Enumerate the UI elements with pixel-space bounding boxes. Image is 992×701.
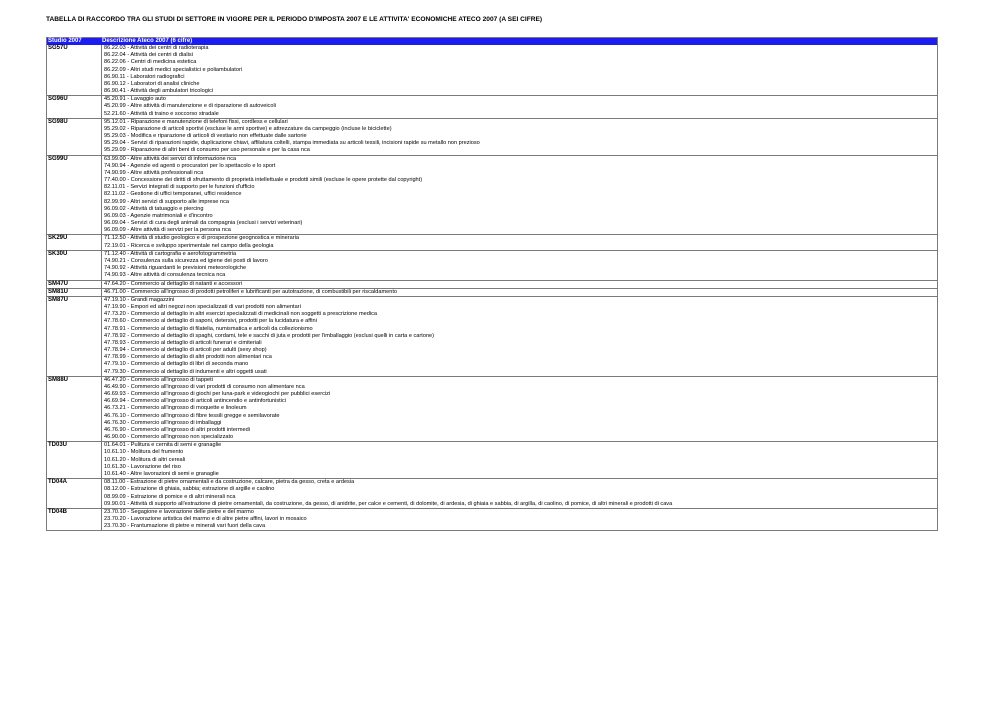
table-row: 71.12.40 - Attività di cartografia e aerofotogrammetria xyxy=(104,250,237,257)
header-descrizione: Descrizione Ateco 2007 (6 cifre) xyxy=(102,38,193,44)
table-row: 47.78.92 - Commercio al dettaglio di spaghi, cordami, tele e sacchi di juta e prodotti per l'imballaggio (esclusi quelli in carta e cartone) xyxy=(104,332,435,339)
activity-list xyxy=(101,251,937,280)
studio-code: SK30U xyxy=(48,250,68,257)
studio-code: TD04B xyxy=(48,508,68,515)
table-row: 95.29.03 - Modifica e riparazione di articoli di vestiario non effettuate dalle sartorie xyxy=(104,133,307,140)
table-row: 23.70.30 - Frantumazione di pietre e minerali vari fuori della cava xyxy=(104,523,266,530)
activity-list xyxy=(101,156,937,235)
table-row: 47.78.91 - Commercio al dettaglio di filatelia, numismatica e articoli da collezionismo xyxy=(104,325,313,332)
table-row: 45.20.99 - Altre attività di manutenzione e di riparazione di autoveicoli xyxy=(104,103,276,110)
table-row: 46.71.00 - Commercio all'ingrosso di prodotti petroliferi e lubrificanti per autotrazione, di combustibili per riscaldamento xyxy=(104,288,398,295)
table-row: 86.22.03 - Attività dei centri di radioterapia xyxy=(104,45,209,51)
studio-code: SG57U xyxy=(48,45,68,51)
studio-code: SM87U xyxy=(48,296,69,303)
table-row: 08.12.00 - Estrazione di ghiaia, sabbia; estrazione di argille e caolino xyxy=(104,486,275,493)
table-row: 46.69.93 - Commercio all'ingrosso di giochi per luna-park e videogiochi per pubblici esercizi xyxy=(104,391,331,398)
studio-code: SG98U xyxy=(48,118,68,125)
table-row: 46.49.90 - Commercio all'ingrosso di vari prodotti di consumo non alimentare nca xyxy=(104,383,305,390)
table-row: 95.29.02 - Riparazione di articoli sportivi (escluse le armi sportive) e attrezzature da campeggio (incluse le biciclette) xyxy=(104,125,392,132)
table-group xyxy=(47,281,937,289)
activity-list xyxy=(101,281,937,288)
table-row: 47.19.10 - Grandi magazzini xyxy=(104,296,175,303)
table-row: 47.78.93 - Commercio al dettaglio di articoli funerari e cimiteriali xyxy=(104,339,262,346)
table-row: 47.64.20 - Commercio al dettaglio di natanti e accessori xyxy=(104,280,243,287)
activity-list xyxy=(101,377,937,442)
studio-code: TD04A xyxy=(48,479,68,486)
table-row: 74.90.93 - Altre attività di consulenza tecnica nca xyxy=(104,272,226,279)
studio-code: TD03U xyxy=(48,442,68,449)
studio-code: SG99U xyxy=(48,155,68,162)
table-group xyxy=(47,235,937,250)
activity-list xyxy=(101,297,937,376)
table-group xyxy=(47,297,937,377)
table-row: 46.69.94 - Commercio all'ingrosso di articoli antincendio e antinfortunistici xyxy=(104,398,287,405)
table-row: 95.29.04 - Servizi di riparazioni rapide, duplicazione chiavi, affilatura coltelli, stampa immediata su articoli tessili, incisioni rapide su metallo non prezioso xyxy=(104,140,480,147)
table-row: 96.09.09 - Altre attività di servizi per la persona nca xyxy=(104,227,231,234)
table-row: 72.19.01 - Ricerca e sviluppo sperimentale nel campo della geologia xyxy=(104,242,274,249)
table-row: 01.64.01 - Pulitura e cernita di semi e granaglie xyxy=(104,442,222,449)
table-row: 46.76.10 - Commercio all'ingrosso di fibre tessili gregge e semilavorate xyxy=(104,412,280,419)
activity-list xyxy=(101,442,937,478)
table-row: 08.11.00 - Estrazione di pietre ornamentali e da costruzione, calcare, pietra da gesso, creta e ardesia xyxy=(104,479,355,486)
table-group xyxy=(47,289,937,297)
table-row: 45.20.91 - Lavaggio auto xyxy=(104,96,166,103)
ateco-table xyxy=(46,37,938,531)
table-row: 47.78.99 - Commercio al dettaglio di altri prodotti non alimentari nca xyxy=(104,354,272,361)
table-row: 09.90.01 - Attività di supporto all'estrazione di pietre ornamentali, da costruzione, da gesso, di anidrite, per calce e cementi, di dolomite, di ardesia, di ghiaia e sabbia, di argilla, di caolino, di pomice, di altri minerali e prodotti di cava xyxy=(104,500,673,507)
table-group xyxy=(47,442,937,479)
table-row: 74.90.94 - Agenzie ed agenti o procuratori per lo spettacolo e lo sport xyxy=(104,162,276,169)
activity-list xyxy=(101,119,937,155)
activity-list xyxy=(101,96,937,118)
table-group xyxy=(47,156,937,236)
table-group xyxy=(47,377,937,443)
studio-code: SG96U xyxy=(48,96,68,103)
table-row: 23.70.10 - Segagione e lavorazione delle pietre e del marmo xyxy=(104,508,254,515)
studio-code: SM47U xyxy=(48,280,69,287)
table-row: 96.09.02 - Attività di tatuaggio e piercing xyxy=(104,205,204,212)
table-body xyxy=(47,45,937,531)
table-row: 86.22.09 - Altri studi medici specialistici e poliambulatori xyxy=(104,66,243,73)
table-row: 77.40.00 - Concessione dei diritti di sfruttamento di proprietà intellettuale e prodotti simili (escluse le opere protette dal copyright) xyxy=(104,177,423,184)
table-row: 10.61.30 - Lavorazione del riso xyxy=(104,463,181,470)
table-row: 08.99.09 - Estrazione di pomice e di altri minerali nca xyxy=(104,493,236,500)
table-group xyxy=(47,509,937,532)
table-row: 46.76.90 - Commercio all'ingrosso di altri prodotti intermedi xyxy=(104,426,250,433)
table-row: 82.11.02 - Gestione di uffici temporanei, uffici residence xyxy=(104,191,242,198)
table-row: 47.79.10 - Commercio al dettaglio di libri di seconda mano xyxy=(104,361,249,368)
table-group xyxy=(47,96,937,119)
table-group xyxy=(47,251,937,281)
table-row: 86.90.11 - Laboratori radiografici xyxy=(104,73,185,80)
activity-list xyxy=(101,45,937,95)
table-row: 63.99.00 - Altre attività dei servizi di informazione nca xyxy=(104,155,237,162)
table-row: 95.29.09 - Riparazione di altri beni di consumo per uso personale e per la casa nca xyxy=(104,147,310,154)
table-row: 96.09.04 - Servizi di cura degli animali da compagnia (esclusi i servizi veterinari) xyxy=(104,220,303,227)
table-row: 82.99.99 - Altri servizi di supporto alle imprese nca xyxy=(104,198,229,205)
table-row: 86.22.04 - Attività dei centri di dialisi xyxy=(104,52,193,59)
activity-list xyxy=(101,479,937,508)
table-row: 86.22.06 - Centri di medicina estetica xyxy=(104,59,197,66)
table-row: 47.19.90 - Empori ed altri negozi non specializzati di vari prodotti non alimentari xyxy=(104,304,301,311)
table-row: 86.90.12 - Laboratori di analisi cliniche xyxy=(104,80,200,87)
studio-code: SK29U xyxy=(48,235,68,242)
table-group xyxy=(47,45,937,96)
table-row: 10.61.10 - Molitura del frumento xyxy=(104,449,184,456)
table-row: 82.11.01 - Servizi integrati di supporto per le funzioni d'ufficio xyxy=(104,184,255,191)
table-row: 46.76.30 - Commercio all'ingrosso di imballaggi xyxy=(104,419,222,426)
table-row: 86.90.41 - Attività degli ambulatori tricologici xyxy=(104,88,214,95)
table-row: 47.73.20 - Commercio al dettaglio in altri esercizi specializzati di medicinali non soggetti a prescrizione medica xyxy=(104,311,377,318)
activity-list xyxy=(101,289,937,296)
studio-code: SM81U xyxy=(48,288,69,295)
table-header xyxy=(47,38,937,45)
table-row: 46.73.21 - Commercio all'ingrosso di moquette e linoleum xyxy=(104,405,247,412)
table-row: 23.70.20 - Lavorazione artistica del marmo e di altre pietre affini, lavori in mosaico xyxy=(104,516,307,523)
document-title: TABELLA DI RACCORDO TRA GLI STUDI DI SETTORE IN VIGORE PER IL PERIODO D'IMPOSTA 2007 E LE ATTIVITA' ECONOMICHE ATECO 2007 (A SEI CIFRE) xyxy=(46,16,543,23)
table-row: 10.61.40 - Altre lavorazioni di semi e granaglie xyxy=(104,471,219,477)
table-row: 74.90.21 - Consulenza sulla sicurezza ed igiene dei posti di lavoro xyxy=(104,257,268,264)
table-row: 71.12.50 - Attività di studio geologico e di prospezione geognostica e mineraria xyxy=(104,235,299,242)
table-row: 47.78.60 - Commercio al dettaglio di saponi, detersivi, prodotti per la lucidatura e affini xyxy=(104,318,317,325)
activity-list xyxy=(101,235,937,249)
table-row: 46.47.20 - Commercio all'ingrosso di tappeti xyxy=(104,376,213,383)
table-row: 52.21.60 - Attività di traino e soccorso stradale xyxy=(104,110,219,117)
table-row: 95.12.01 - Riparazione e manutenzione di telefoni fissi, cordless e cellulari xyxy=(104,118,288,125)
table-row: 74.90.92 - Attività riguardanti le previsioni meteorologiche xyxy=(104,265,247,272)
table-group xyxy=(47,479,937,509)
table-row: 46.90.00 - Commercio all'ingrosso non specializzato xyxy=(104,434,234,441)
studio-code: SM88U xyxy=(48,376,69,383)
table-row: 47.79.30 - Commercio al dettaglio di indumenti e altri oggetti usati xyxy=(104,368,267,375)
table-row: 47.78.94 - Commercio al dettaglio di articoli per adulti (sexy shop) xyxy=(104,347,267,354)
header-studio: Studio 2007 xyxy=(48,38,82,44)
table-row: 74.90.99 - Altre attività professionali nca xyxy=(104,169,204,176)
activity-list xyxy=(101,509,937,531)
table-row: 96.09.03 - Agenzie matrimoniali e d'incontro xyxy=(104,212,213,219)
table-row: 10.61.20 - Molitura di altri cereali xyxy=(104,456,186,463)
table-group xyxy=(47,119,937,156)
